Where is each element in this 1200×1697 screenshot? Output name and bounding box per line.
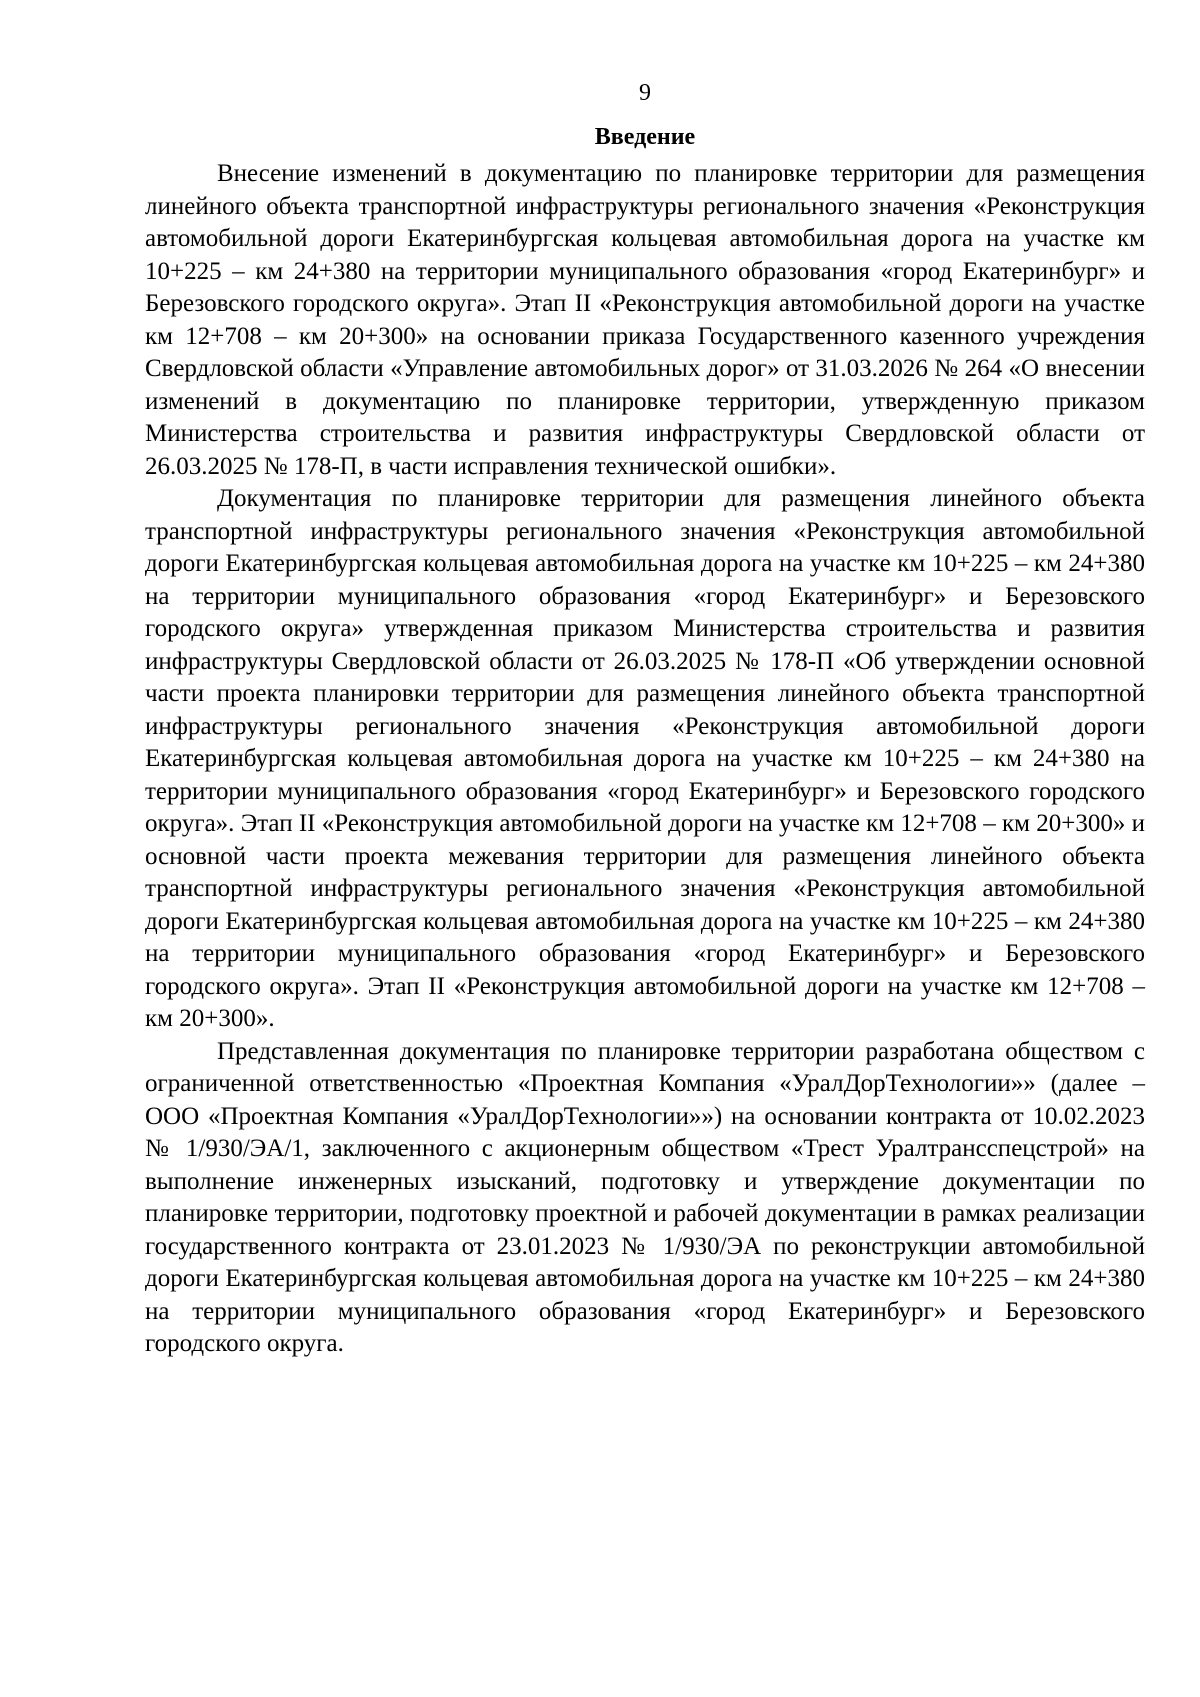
page-number: 9 xyxy=(639,80,651,106)
document-page xyxy=(145,78,1145,1361)
paragraph-amendment: Внесение изменений в документацию по планировке территории для размещения линейного объекта транспортной инфраструктуры регионального значения «Реконструкция автомобильной дороги Екатеринбургская кольцевая автомобильная дорога на участке км 10+225 – км 24+380 на территории муниципального образования «город Екатеринбург» и Березовского городского округа». Этап II «Реконструкция автомобильной дороги на участке км 12+708 – км 20+300» на основании приказа Государственного казенного учреждения Свердловской области «Управление автомобильных дорог» от 31.03.2026 № 264 «О внесении изменений в документацию по планировке территории, утвержденную приказом Министерства строительства и развития инфраструктуры Свердловской области от 26.03.2025 № 178-П, в части исправления технической ошибки». xyxy=(145,160,1145,480)
section-heading: Введение xyxy=(594,124,696,150)
paragraph-approved-documentation: Документация по планировке территории для размещения линейного объекта транспортной инфраструктуры регионального значения «Реконструкция автомобильной дороги Екатеринбургская кольцевая автомобильная дорога на участке км 10+225 – км 24+380 на территории муниципального образования «город Екатеринбург» и Березовского городского округа» утвержденная приказом Министерства строительства и развития инфраструктуры Свердловской области от 26.03.2025 № 178-П «Об утверждении основной части проекта планировки территории для размещения линейного объекта транспортной инфраструктуры регионального значения «Реконструкция автомобильной дороги Екатеринбургская кольцевая автомобильная дорога на участке км 10+225 – км 24+380 на территории муниципального образования «город Екатеринбург» и Березовского городского округа». Этап II «Реконструкция автомобильной дороги на участке км 12+708 – км 20+300» и основной части проекта межевания территории для размещения линейного объекта транспортной инфраструктуры регионального значения «Реконструкция автомобильной дороги Екатеринбургская кольцевая автомобильная дорога на участке км 10+225 – км 24+380 на территории муниципального образования «город Екатеринбург» и Березовского городского округа». Этап II «Реконструкция автомобильной дороги на участке км 12+708 – км 20+300». xyxy=(145,485,1145,1032)
paragraph-developer: Представленная документация по планировке территории разработана обществом с ограниченной ответственностью «Проектная Компания «УралДорТехнологии»» (далее – ООО «Проектная Компания «УралДорТехнологии»») на основании контракта от 10.02.2023 № 1/930/ЭА/1, заключенного с акционерным обществом «Трест Уралтрансспецстрой» на выполнение инженерных изысканий, подготовку и утверждение документации по планировке территории, подготовку проектной и рабочей документации в рамках реализации государственного контракта от 23.01.2023 № 1/930/ЭА по реконструкции автомобильной дороги Екатеринбургская кольцевая автомобильная дорога на участке км 10+225 – км 24+380 на территории муниципального образования «город Екатеринбург» и Березовского городского округа. xyxy=(145,1037,1145,1357)
